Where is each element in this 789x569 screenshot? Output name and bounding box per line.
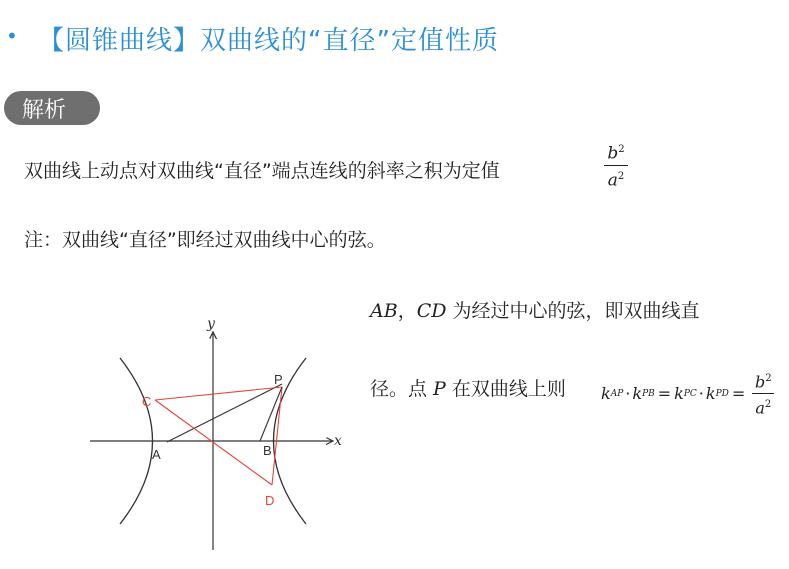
fraction-denominator: $a^2$	[607, 170, 625, 191]
note-text: 注：双曲线“直径”即经过双曲线中心的弦。	[24, 229, 386, 251]
point-label-p: P	[274, 372, 283, 387]
statement-fraction	[604, 141, 628, 189]
fraction-bar	[604, 165, 628, 166]
title-bullet: •	[6, 24, 18, 48]
point-label-a: A	[152, 447, 161, 462]
statement-text: 双曲线上动点对双曲线“直径”端点连线的斜率之积为定值	[24, 160, 500, 182]
explanation-line-2: 径。点 P 在双曲线上则	[370, 378, 566, 400]
x-axis-label: x	[334, 433, 342, 449]
point-label-c: C	[142, 394, 152, 409]
point-label-d: D	[265, 493, 275, 508]
fraction-numerator: $b^2$	[607, 143, 625, 164]
analysis-badge-label: 解析	[22, 97, 67, 123]
page-title: 【圆锥曲线】双曲线的“直径”定值性质	[38, 26, 499, 56]
explanation-line-1: AB，CD 为经过中心的弦，即双曲线直	[370, 300, 700, 322]
slope-formula: k AP · k PB = k PC · k PD = $\frac{b^2}{a^2}$	[601, 370, 774, 418]
analysis-badge	[4, 91, 100, 125]
point-label-b: B	[263, 443, 272, 458]
formula-fraction: $\frac{b^2}{a^2}$	[752, 370, 774, 418]
hyperbola-diagram	[85, 310, 350, 555]
y-axis-label: y	[207, 316, 215, 332]
